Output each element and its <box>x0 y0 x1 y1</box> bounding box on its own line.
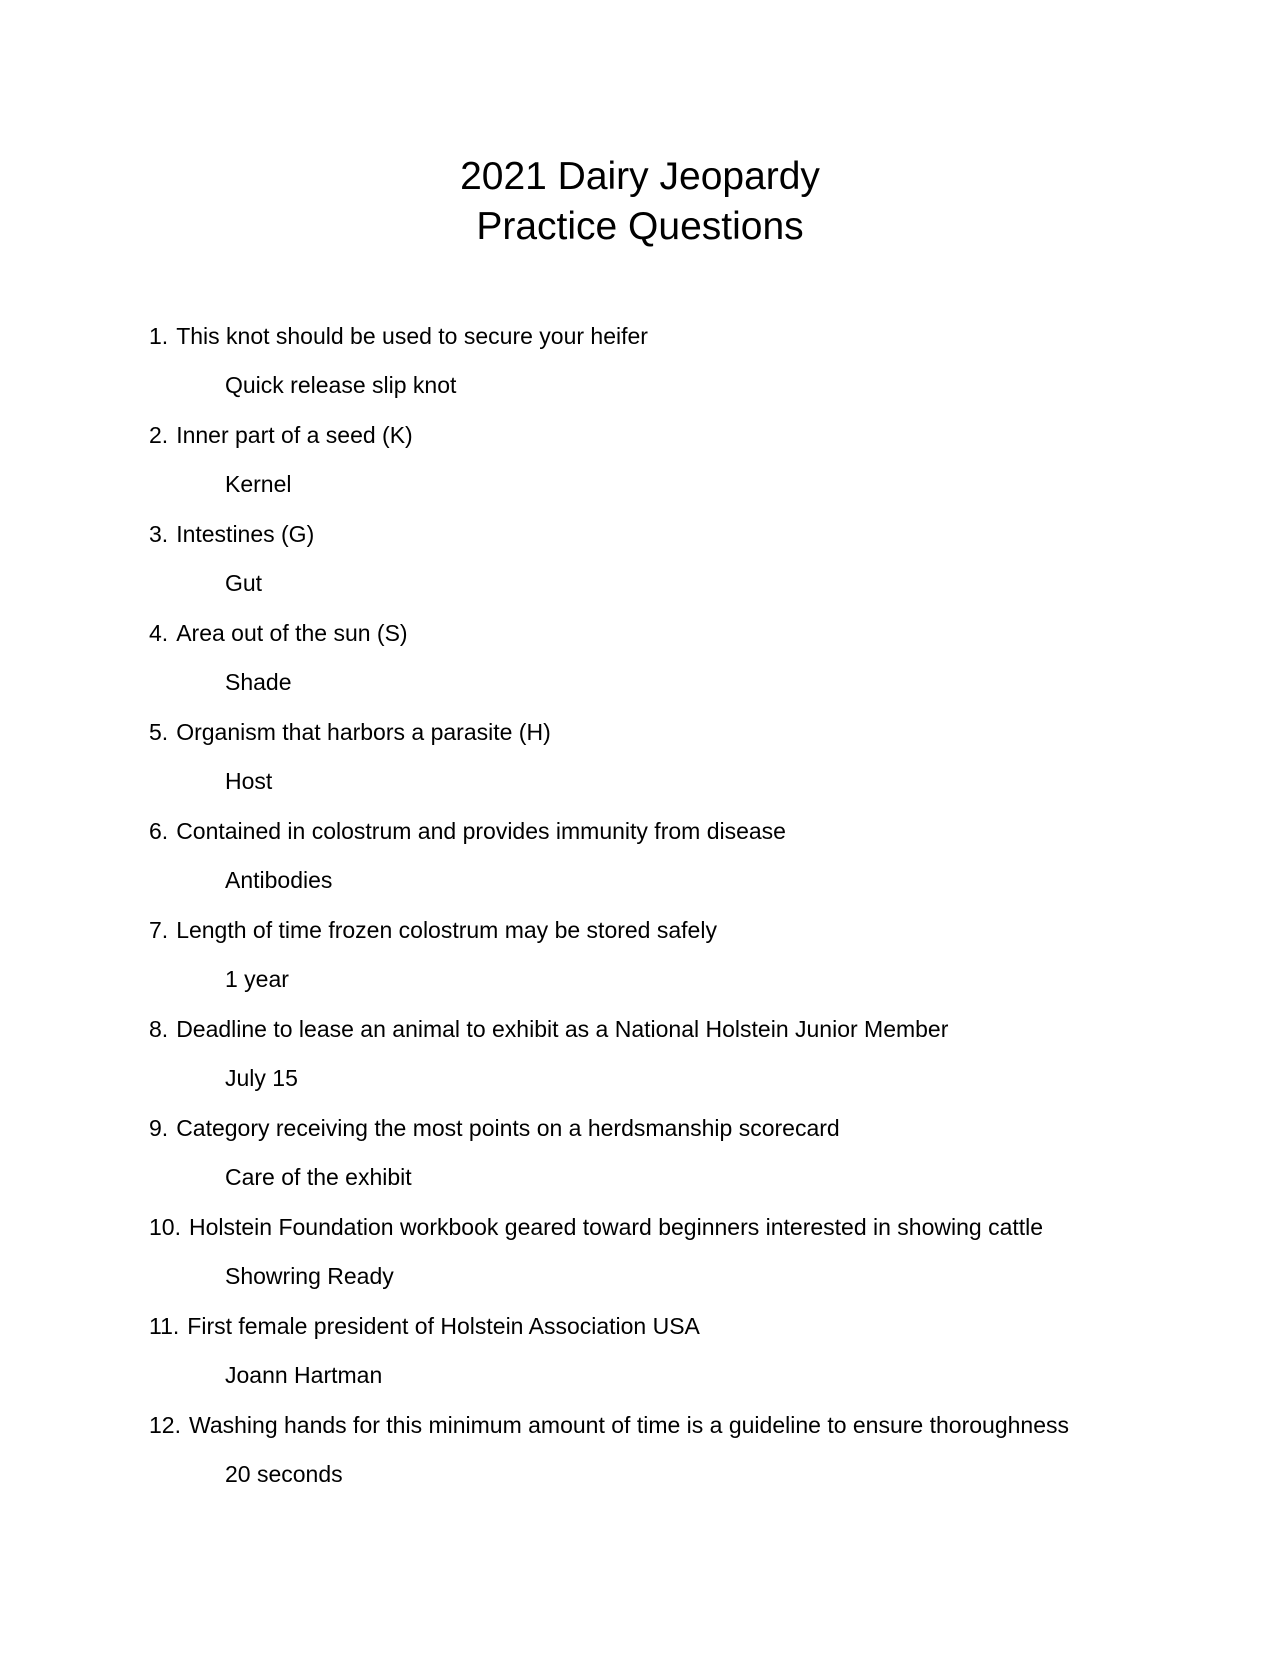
question-number: 10. <box>149 1214 181 1240</box>
question-number: 3. <box>149 521 169 547</box>
question-row <box>149 519 314 549</box>
answer-text: Quick release slip knot <box>225 372 457 398</box>
question-text: Washing hands for this minimum amount of time is a guideline to ensure thoroughness <box>188 1412 1069 1438</box>
answer-text: Care of the exhibit <box>225 1164 412 1190</box>
answer-text: July 15 <box>225 1065 298 1091</box>
question-row <box>149 1212 1043 1242</box>
question-number: 4. <box>149 620 169 646</box>
question-item <box>0 717 1280 817</box>
answer-text: Showring Ready <box>225 1263 394 1289</box>
question-item <box>0 420 1280 520</box>
answer-text: Shade <box>225 669 292 695</box>
question-number: 2. <box>149 422 169 448</box>
question-text: Length of time frozen colostrum may be stored safely <box>176 917 717 943</box>
document-title-line2: Practice Questions <box>476 205 804 248</box>
answer-text: Joann Hartman <box>225 1362 383 1388</box>
question-item <box>0 1311 1280 1411</box>
question-row <box>149 618 408 648</box>
question-row <box>149 816 786 846</box>
question-number: 6. <box>149 818 169 844</box>
question-text: Contained in colostrum and provides immunity from disease <box>176 818 786 844</box>
question-number: 1. <box>149 323 169 349</box>
question-text: Inner part of a seed (K) <box>176 422 413 448</box>
question-row <box>149 1113 840 1143</box>
question-text: Category receiving the most points on a herdsmanship scorecard <box>176 1115 840 1141</box>
question-item <box>0 618 1280 718</box>
question-number: 7. <box>149 917 169 943</box>
question-number: 8. <box>149 1016 169 1042</box>
question-item <box>0 1014 1280 1114</box>
answer-text: Gut <box>225 570 263 596</box>
question-row <box>149 1410 1069 1440</box>
answer-text: 1 year <box>225 966 289 992</box>
question-text: Area out of the sun (S) <box>176 620 408 646</box>
question-item <box>0 816 1280 916</box>
question-number: 5. <box>149 719 169 745</box>
question-text: Intestines (G) <box>176 521 315 547</box>
question-item <box>0 915 1280 1015</box>
question-text: Holstein Foundation workbook geared toward beginners interested in showing cattle <box>188 1214 1044 1240</box>
question-number: 9. <box>149 1115 169 1141</box>
question-row <box>149 1014 948 1044</box>
question-text: This knot should be used to secure your heifer <box>176 323 648 349</box>
question-row <box>149 321 648 351</box>
question-text: Organism that harbors a parasite (H) <box>176 719 551 745</box>
question-row <box>149 717 551 747</box>
question-text: First female president of Holstein Association USA <box>187 1313 700 1339</box>
question-item <box>0 1212 1280 1312</box>
question-text: Deadline to lease an animal to exhibit as a National Holstein Junior Member <box>176 1016 949 1042</box>
question-row <box>149 420 413 450</box>
question-item <box>0 1113 1280 1213</box>
answer-text: Antibodies <box>225 867 333 893</box>
answer-text: 20 seconds <box>225 1461 343 1487</box>
question-item <box>0 1410 1280 1510</box>
document-title-line1: 2021 Dairy Jeopardy <box>460 155 820 198</box>
question-item <box>0 321 1280 421</box>
question-row <box>149 915 717 945</box>
question-row <box>149 1311 700 1341</box>
question-number: 11. <box>149 1313 180 1339</box>
question-number: 12. <box>149 1412 181 1438</box>
answer-text: Host <box>225 768 273 794</box>
answer-text: Kernel <box>225 471 292 497</box>
question-item <box>0 519 1280 619</box>
